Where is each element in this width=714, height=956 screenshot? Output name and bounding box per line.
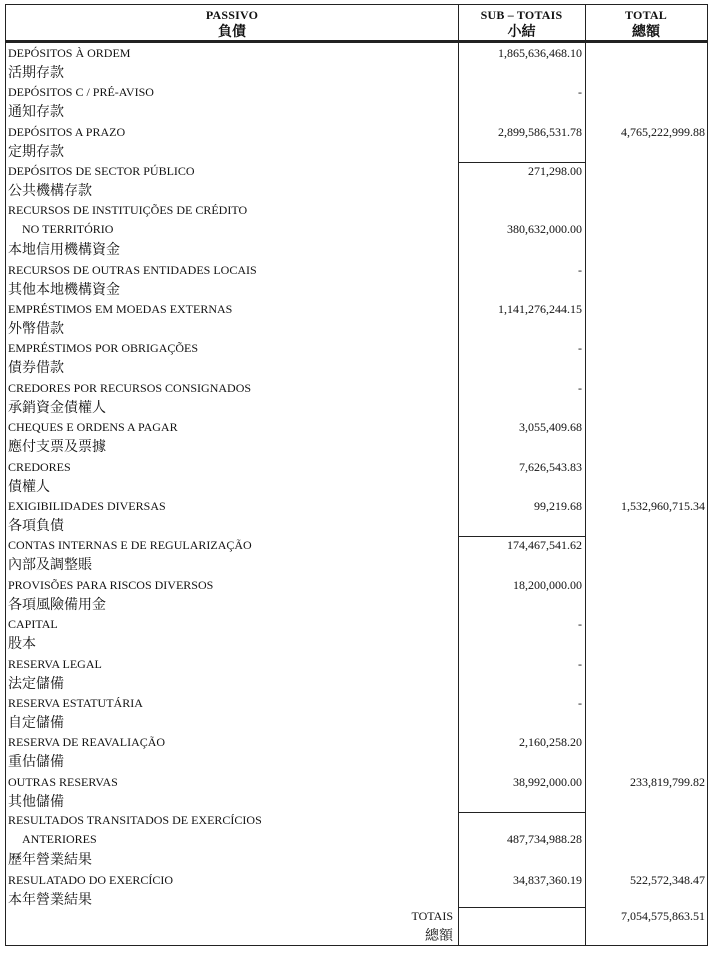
header-total-zh: 總額 bbox=[632, 25, 660, 40]
row-label-pt: CAPITAL bbox=[8, 617, 58, 632]
row-label-pt: OUTRAS RESERVAS bbox=[8, 774, 118, 789]
balance-sheet-passivo bbox=[5, 4, 708, 946]
row-subtotal: - bbox=[578, 85, 582, 100]
row-subtotal: 2,899,586,531.78 bbox=[498, 124, 582, 139]
row-label-zh: 歷年營業結果 bbox=[8, 853, 92, 869]
row-subtotal: 7,626,543.83 bbox=[519, 459, 582, 474]
row-label-pt: RESULTADOS TRANSITADOS DE EXERCÍCIOS bbox=[8, 813, 262, 828]
row-label-pt-continued: ANTERIORES bbox=[22, 832, 97, 847]
row-label-zh: 股本 bbox=[8, 637, 36, 653]
row-label-pt: DEPÓSITOS À ORDEM bbox=[8, 46, 131, 60]
row-subtotal: 99,219.68 bbox=[534, 498, 582, 513]
row-total: 1,532,960,715.34 bbox=[621, 498, 705, 513]
table-row bbox=[6, 125, 707, 164]
table-row bbox=[6, 302, 707, 341]
row-subtotal: - bbox=[578, 380, 582, 395]
row-label-zh: 外幣借款 bbox=[8, 321, 64, 337]
row-label-zh: 各項負債 bbox=[8, 518, 64, 534]
row-label-zh: 其他儲備 bbox=[8, 794, 64, 810]
table-row bbox=[6, 696, 707, 735]
subtotal-rule bbox=[458, 162, 585, 163]
row-subtotal: 2,160,258.20 bbox=[519, 735, 582, 750]
row-label-pt: RECURSOS DE INSTITUIÇÕES DE CRÉDITO bbox=[8, 202, 248, 217]
row-label-zh: 承銷資金債權人 bbox=[8, 400, 106, 416]
row-label-pt: DEPÓSITOS A PRAZO bbox=[8, 124, 126, 139]
totals-value: 7,054,575,863.51 bbox=[621, 909, 705, 923]
row-label-pt: DEPÓSITOS DE SECTOR PÚBLICO bbox=[8, 164, 195, 179]
table-row bbox=[6, 204, 707, 263]
row-label-zh: 重估儲備 bbox=[8, 755, 64, 771]
table-row bbox=[6, 735, 707, 774]
row-total: 233,819,799.82 bbox=[630, 774, 705, 789]
row-subtotal: 380,632,000.00 bbox=[507, 221, 582, 236]
row-label-pt: EMPRÉSTIMOS POR OBRIGAÇÕES bbox=[8, 341, 199, 356]
row-label-zh: 債權人 bbox=[8, 479, 50, 495]
row-label-zh: 公共機構存款 bbox=[8, 184, 92, 200]
table-row bbox=[6, 499, 707, 538]
row-label-zh: 債券借款 bbox=[8, 361, 64, 377]
row-total: 4,765,222,999.88 bbox=[621, 124, 705, 139]
row-label-pt: RESERVA LEGAL bbox=[8, 656, 102, 671]
row-label-pt: EMPRÉSTIMOS EM MOEDAS EXTERNAS bbox=[8, 301, 233, 316]
row-label-pt: CONTAS INTERNAS E DE REGULARIZAÇÃO bbox=[8, 538, 252, 553]
table-row bbox=[6, 164, 707, 203]
header-total-pt: TOTAL bbox=[625, 8, 667, 22]
totals-row bbox=[6, 907, 707, 945]
header-passivo-zh: 負債 bbox=[218, 25, 246, 40]
table-row bbox=[6, 617, 707, 656]
totals-label-pt: TOTAIS bbox=[411, 909, 453, 923]
header-passivo bbox=[6, 7, 458, 41]
row-label-pt: RESULATADO DO EXERCÍCIO bbox=[8, 873, 174, 887]
row-label-pt: RESERVA DE REAVALIAÇÃO bbox=[8, 735, 166, 750]
row-subtotal: 18,200,000.00 bbox=[513, 577, 582, 592]
row-subtotal: - bbox=[578, 617, 582, 632]
row-label-zh: 通知存款 bbox=[8, 105, 64, 121]
row-label-zh: 法定儲備 bbox=[8, 676, 64, 692]
table-row bbox=[6, 381, 707, 420]
table-row bbox=[6, 85, 707, 124]
row-subtotal: - bbox=[578, 656, 582, 671]
table-row bbox=[6, 578, 707, 617]
row-label-pt: PROVISÕES PARA RISCOS DIVERSOS bbox=[8, 577, 214, 592]
subtotal-rule bbox=[458, 812, 585, 813]
row-total: 522,572,348.47 bbox=[630, 873, 705, 887]
row-label-pt: DEPÓSITOS C / PRÉ-AVISO bbox=[8, 85, 154, 100]
row-subtotal: 271,298.00 bbox=[528, 164, 582, 179]
row-label-pt: EXIGIBILIDADES DIVERSAS bbox=[8, 498, 166, 513]
row-label-zh: 定期存款 bbox=[8, 144, 64, 160]
header-rule bbox=[6, 40, 707, 43]
row-label-zh: 自定儲備 bbox=[8, 715, 64, 731]
row-subtotal: 174,467,541.62 bbox=[507, 538, 582, 553]
row-label-zh: 活期存款 bbox=[8, 66, 64, 81]
table-row bbox=[6, 420, 707, 459]
row-label-zh: 各項風險備用金 bbox=[8, 597, 106, 613]
table-row bbox=[6, 460, 707, 499]
row-label-zh: 內部及調整賬 bbox=[8, 558, 92, 574]
row-label-zh: 本地信用機構資金 bbox=[8, 242, 120, 258]
header-passivo-pt: PASSIVO bbox=[205, 8, 259, 22]
totals-label-zh: 總額 bbox=[425, 929, 453, 944]
header-subtotals-zh: 小結 bbox=[507, 25, 536, 40]
row-label-pt: RESERVA ESTATUTÁRIA bbox=[8, 695, 143, 710]
row-label-pt: RECURSOS DE OUTRAS ENTIDADES LOCAIS bbox=[8, 262, 257, 277]
row-subtotal: - bbox=[578, 695, 582, 710]
row-subtotal: 1,865,636,468.10 bbox=[498, 46, 582, 60]
row-label-pt: CREDORES bbox=[8, 459, 71, 474]
header-subtotals-pt: SUB – TOTAIS bbox=[480, 8, 563, 22]
row-subtotal: - bbox=[578, 341, 582, 356]
table-row bbox=[6, 538, 707, 577]
table-row bbox=[6, 341, 707, 380]
row-subtotal: 34,837,360.19 bbox=[513, 873, 582, 887]
header-subtotals bbox=[458, 7, 585, 41]
header-total bbox=[585, 7, 707, 41]
table-row bbox=[6, 657, 707, 696]
table-row bbox=[6, 46, 707, 85]
row-label-zh: 本年營業結果 bbox=[8, 893, 92, 908]
row-subtotal: 1,141,276,244.15 bbox=[498, 301, 582, 316]
table-row bbox=[6, 775, 707, 814]
row-subtotal: 38,992,000.00 bbox=[513, 774, 582, 789]
row-label-pt: CHEQUES E ORDENS A PAGAR bbox=[8, 420, 178, 435]
row-subtotal: 3,055,409.68 bbox=[519, 420, 582, 435]
row-label-zh: 應付支票及票據 bbox=[8, 440, 106, 456]
row-subtotal: - bbox=[578, 262, 582, 277]
row-label-pt-continued: NO TERRITÓRIO bbox=[22, 221, 114, 236]
subtotal-rule bbox=[458, 536, 585, 537]
row-label-zh: 其他本地機構資金 bbox=[8, 282, 120, 298]
table-row bbox=[6, 814, 707, 873]
row-label-pt: CREDORES POR RECURSOS CONSIGNADOS bbox=[8, 380, 252, 395]
row-subtotal: 487,734,988.28 bbox=[507, 832, 582, 847]
table-row bbox=[6, 263, 707, 302]
